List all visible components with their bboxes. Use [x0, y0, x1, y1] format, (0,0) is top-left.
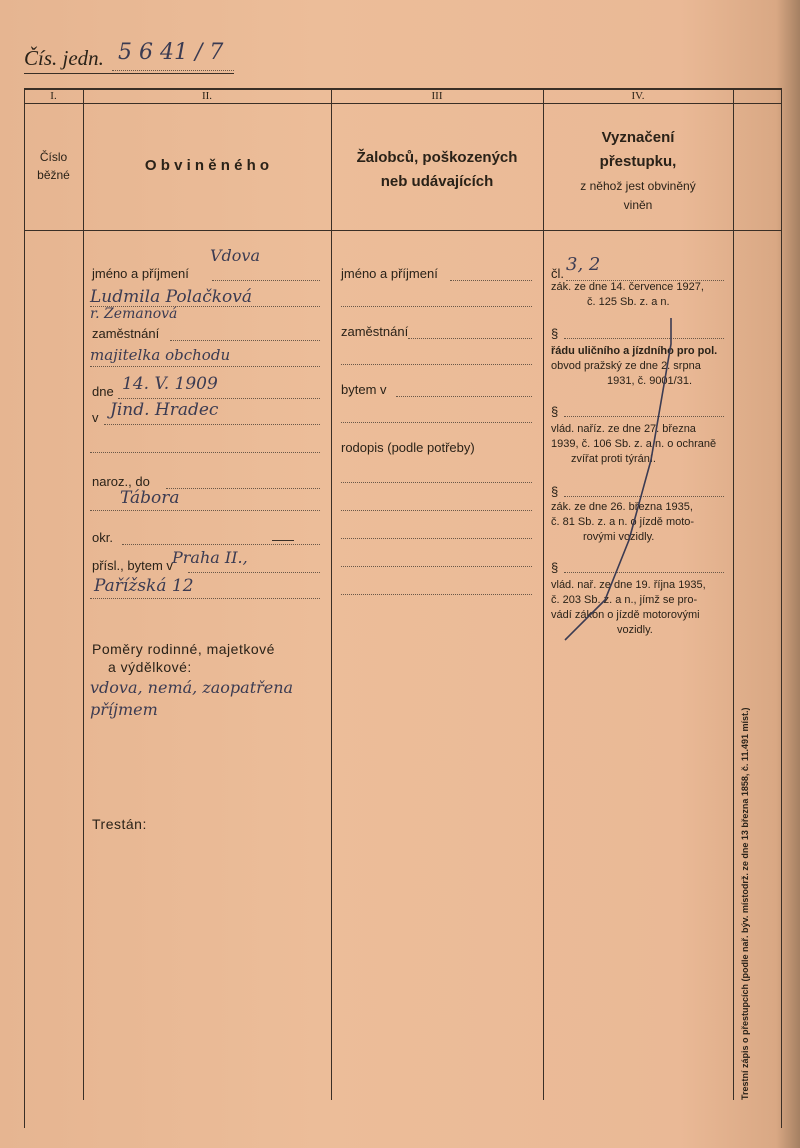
law-3-line2: 1939, č. 106 Sb. z. a n. o ochraně: [551, 438, 717, 450]
col4-header-line2: přestupku,: [599, 153, 677, 170]
col1-header-line1: Číslo: [39, 150, 68, 164]
complainant-record-line-1: [341, 482, 532, 483]
family-label: [92, 640, 275, 676]
accused-name-label: jméno a příjmení: [92, 266, 189, 281]
complainant-name-label: jméno a příjmení: [341, 266, 438, 281]
accused-born-line: [166, 488, 320, 489]
col4-header: [543, 126, 733, 214]
law-5-line4: vozidly.: [617, 624, 653, 636]
col1-divider: [83, 88, 84, 1100]
accused-name-line: [212, 280, 320, 281]
date-hand: 14. V. 1909: [122, 374, 218, 394]
law-4-line1: zák. ze dne 26. března 1935,: [551, 501, 693, 513]
paragraph-symbol-2: §: [551, 404, 559, 419]
accused-born-line-2: [90, 510, 320, 511]
reference-handwritten: 5 6 41 / 7: [118, 40, 224, 65]
accused-date-line: [118, 398, 320, 399]
family-label-line1: Poměry rodinné, majetkové: [92, 641, 275, 657]
law-2-line2: obvod pražský ze dne 2. srpna: [551, 360, 701, 372]
col4-header-sub2: viněn: [623, 198, 653, 212]
accused-date-label: dne: [92, 384, 114, 399]
column-number-1: I.: [50, 90, 57, 102]
law-4-line2: č. 81 Sb. z. a n. o jízdě moto-: [551, 516, 695, 528]
reference-label: Čís. jedn.: [24, 46, 104, 70]
accused-residence-line-2: [90, 598, 320, 599]
family-label-line2: a výdělkové:: [108, 659, 192, 675]
col1-header: [24, 148, 83, 184]
law-1-line2: č. 125 Sb. z. a n.: [587, 296, 670, 308]
table-right-border: [781, 88, 782, 1128]
column-number-4: IV.: [631, 90, 645, 102]
accused-occupation-line: [170, 340, 320, 341]
complainant-occupation-label: zaměstnání: [341, 324, 409, 339]
accused-occupation-line-2: [90, 366, 320, 367]
residence-hand-2: Pařížská 12: [94, 576, 194, 596]
paragraph-symbol-1: §: [551, 326, 559, 341]
col4-divider: [733, 88, 734, 1100]
accused-occupation-label: zaměstnání: [92, 326, 160, 341]
col2-header: O b v i n ě n é h o: [144, 157, 270, 174]
name-hand-fullname: Ludmila Polačková: [90, 287, 253, 307]
complainant-record-line-5: [341, 594, 532, 595]
name-hand-title: Vdova: [210, 246, 261, 265]
col3-header: [331, 146, 543, 194]
district-dash: [272, 540, 294, 541]
paragraph-symbol-3: §: [551, 484, 559, 499]
complainant-residence-line: [396, 396, 532, 397]
family-hand-1: vdova, nemá, zaopatřena: [90, 678, 294, 697]
place-hand: Jind. Hradec: [110, 400, 219, 420]
column-number-2: II.: [201, 90, 213, 102]
law-5-line2: č. 203 Sb. z. a n., jímž se pro-: [551, 594, 698, 606]
table-left-border: [24, 88, 25, 1128]
accused-in-label: v: [92, 410, 99, 425]
col3-header-line1: Žalobců, poškozených: [356, 149, 518, 166]
complainant-residence-line-2: [341, 422, 532, 423]
col3-header-line2: neb udávajících: [380, 173, 494, 190]
col4-header-line1: Vyznačení: [601, 129, 675, 146]
strike-through-mark: [543, 300, 733, 650]
complainant-occupation-line: [408, 338, 532, 339]
complainant-occupation-line-2: [341, 364, 532, 365]
reference-dotted-line: [112, 70, 234, 71]
col4-header-sub1: z něhož jest obviněný: [580, 179, 696, 193]
law-3-line3: zvířat proti týrání.: [571, 453, 656, 465]
col1-header-line2: běžné: [37, 168, 70, 182]
accused-district-line: [122, 544, 320, 545]
law-1-line1: zák. ze dne 14. července 1927,: [551, 281, 704, 293]
reference-underline: [24, 73, 234, 74]
law-2-line3: 1931, č. 9001/31.: [607, 375, 693, 387]
accused-born-label: naroz., do: [92, 474, 150, 489]
complainant-record-line-2: [341, 510, 532, 511]
complainant-record-line-3: [341, 538, 532, 539]
accused-residence-line: [188, 572, 320, 573]
law-2-line1: řádu uličního a jízdního pro pol.: [551, 345, 718, 357]
born-hand: Tábora: [120, 488, 180, 508]
law-5-line3: vádí zákon o jízdě motorovými: [551, 609, 700, 621]
complainant-name-line-2: [341, 306, 532, 307]
side-note: Trestní zápis o přestupcích (podle nař. býv. místodrž. ze dne 13 března 1858, č. 11.491 míst.): [740, 707, 750, 1100]
col2-divider: [331, 88, 332, 1100]
accused-residence-label: přísl., bytem v: [92, 558, 173, 573]
complainant-record-label: rodopis (podle potřeby): [341, 440, 475, 455]
accused-district-label: okr.: [92, 530, 113, 545]
header-row-border: [24, 230, 782, 231]
accused-blank-line: [90, 452, 320, 453]
complainant-residence-label: bytem v: [341, 382, 387, 397]
numeral-row-border: [24, 103, 782, 104]
punished-label: Trestán:: [92, 816, 147, 832]
residence-hand-1: Praha II.,: [172, 548, 248, 567]
name-hand-maiden: r. Zemanová: [90, 306, 178, 322]
occupation-hand: majitelka obchodu: [90, 346, 231, 364]
paragraph-symbol-4: §: [551, 560, 559, 575]
article-hand: 3, 2: [566, 254, 601, 275]
complainant-name-line: [450, 280, 532, 281]
accused-in-line: [104, 424, 320, 425]
complainant-record-line-4: [341, 566, 532, 567]
law-3-line1: vlád. naříz. ze dne 27. března: [551, 423, 696, 435]
law-4-line3: rovými vozidly.: [583, 531, 655, 543]
article-label: čl.: [551, 266, 564, 281]
column-number-3: III: [431, 90, 443, 102]
family-hand-2: příjmem: [90, 700, 158, 719]
law-5-line1: vlád. nař. ze dne 19. října 1935,: [551, 579, 706, 591]
